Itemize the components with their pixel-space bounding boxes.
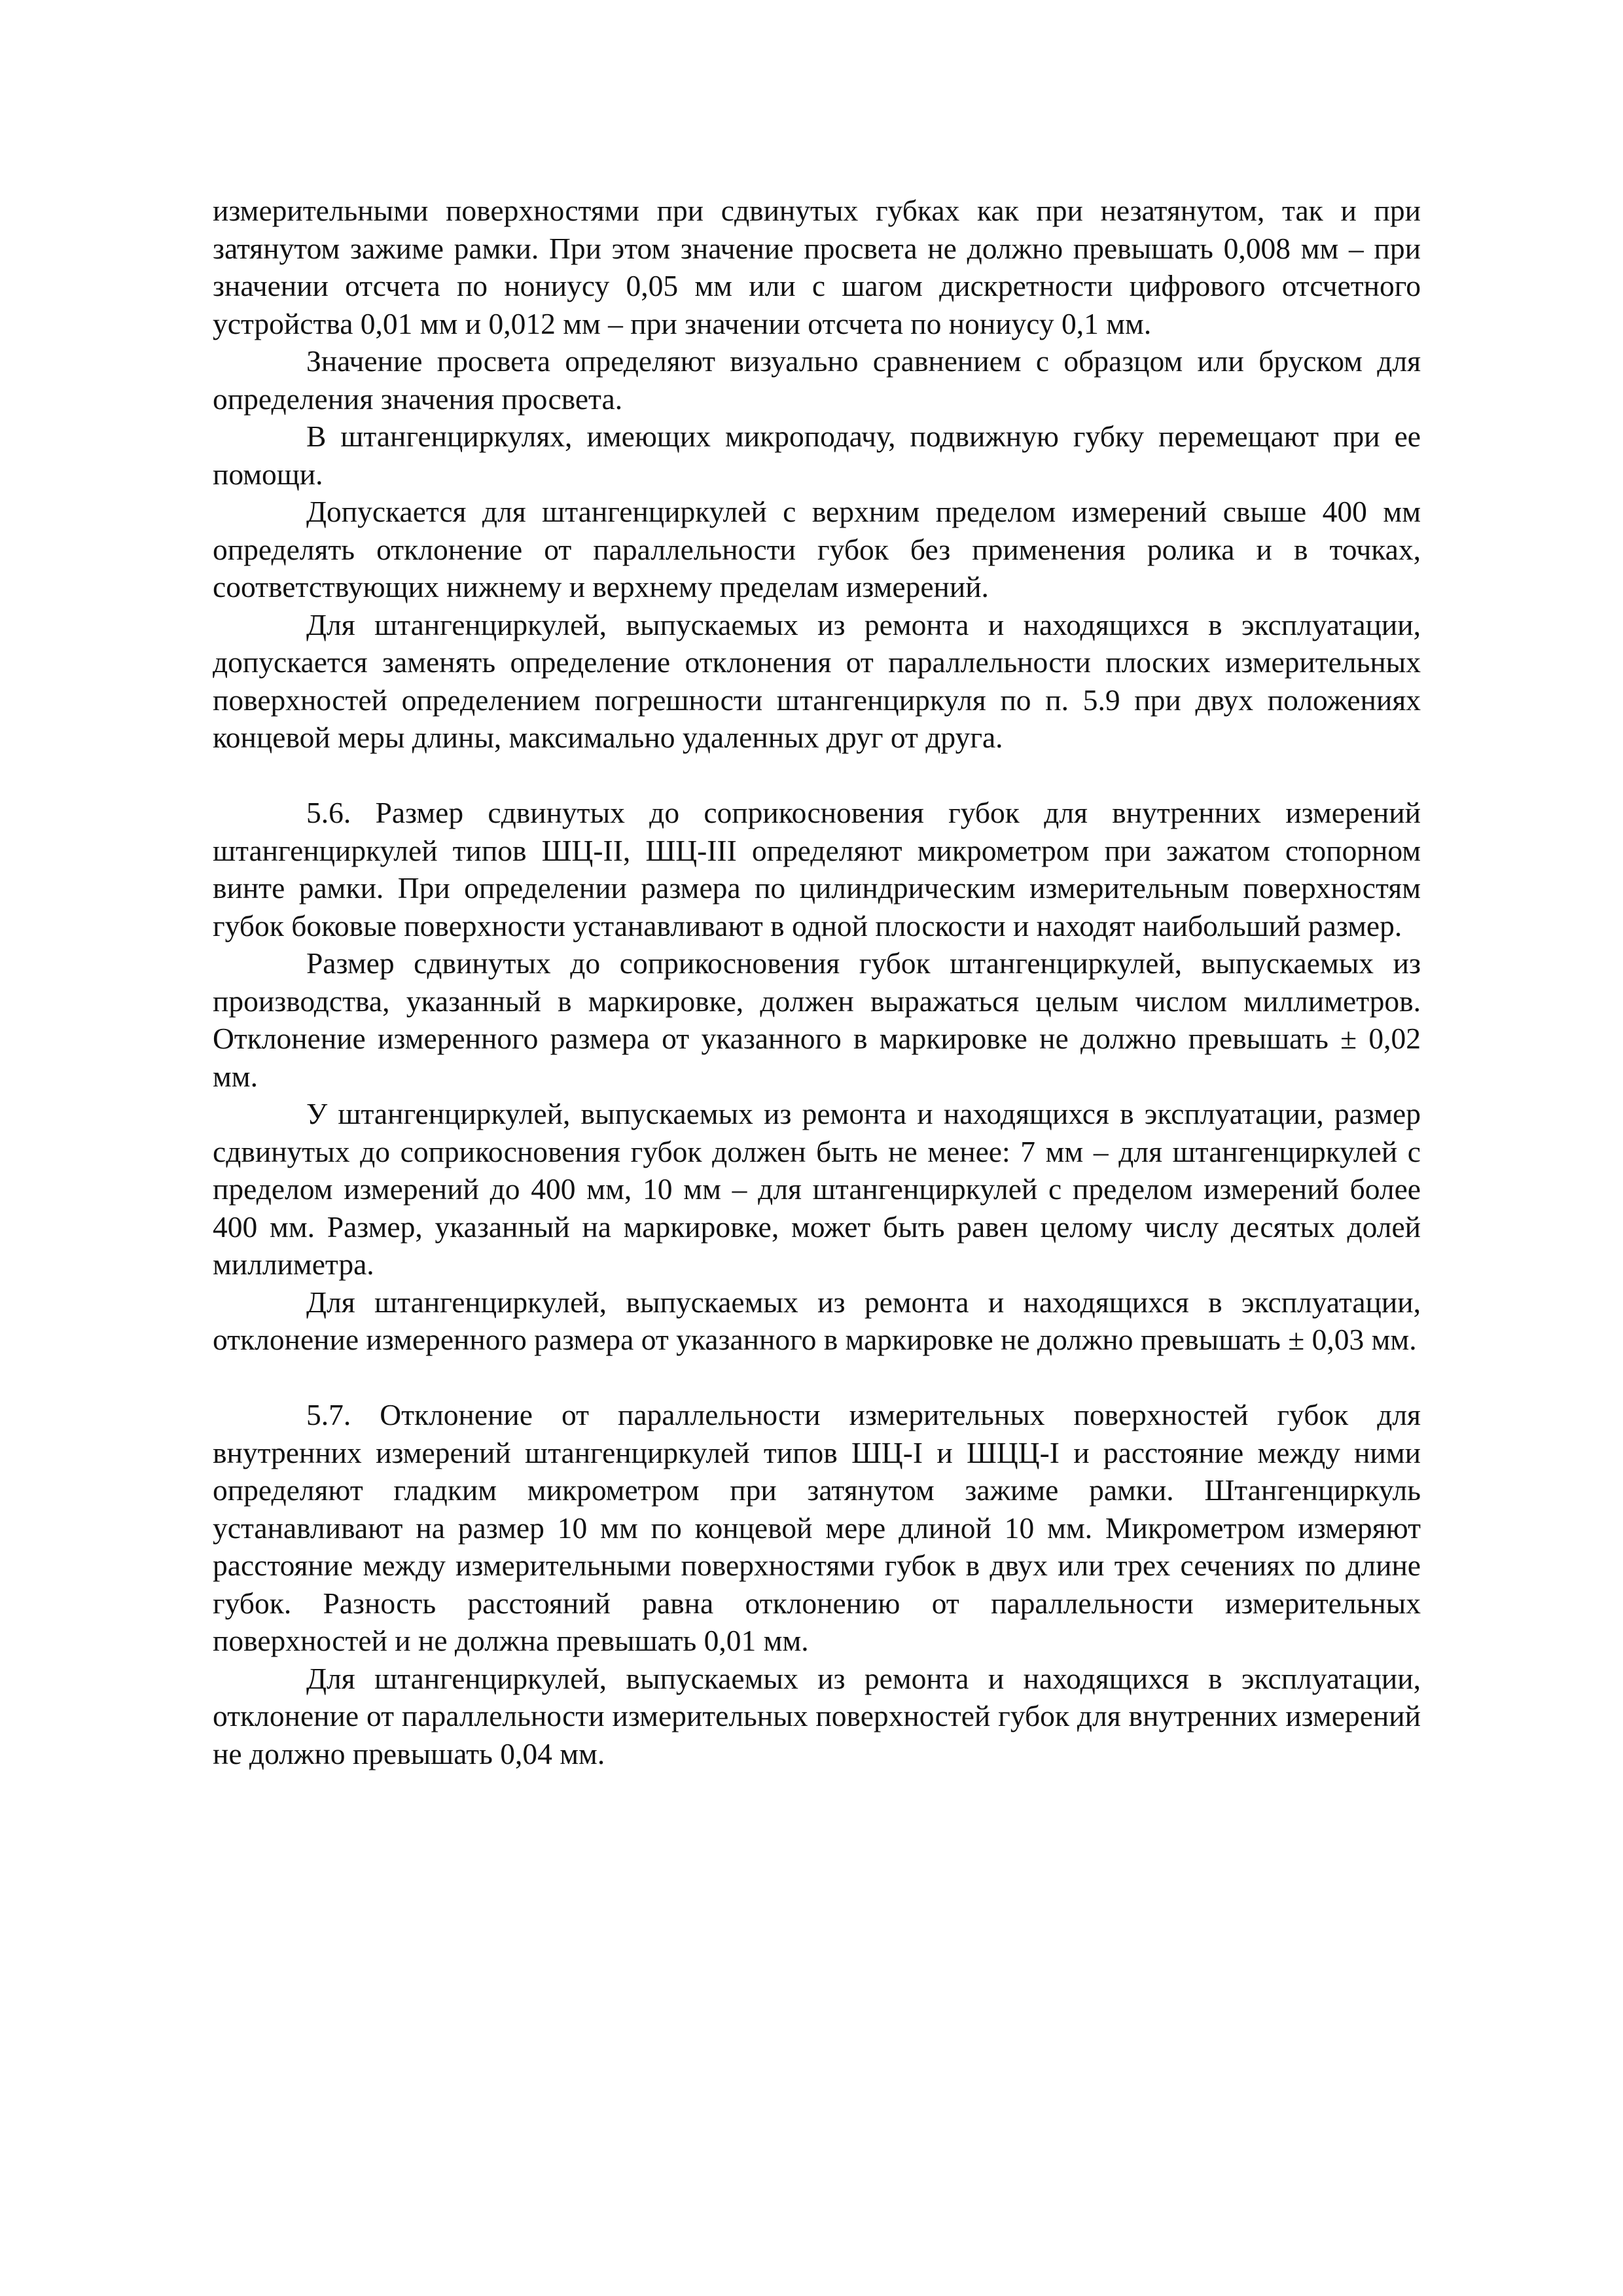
paragraph-microfeed: В штангенциркулях, имеющих микроподачу, подвижную губку перемещают при ее помощи. (213, 420, 1421, 491)
paragraph-repair-parallelism: Для штангенциркулей, выпускаемых из ремонта и находящихся в эксплуатации, допускается заменять определение отклонения от параллельности плоских измерительных поверхностей определением погрешности штангенциркуля по п. 5.9 при двух положениях концевой меры длины, максимально удаленных друг от друга. (213, 607, 1421, 754)
paragraph-production-size: Размер сдвинутых до соприкосновения губок штангенциркулей, выпускаемых из производства, указанный в маркировке, должен выражаться целым числом миллиметров. Отклонение измеренного размера от указанного в маркировке не должно превышать ± 0,02 мм. (213, 946, 1421, 1093)
section-5-6-paragraph: 5.6. Размер сдвинутых до соприкосновения губок для внутренних измерений штангенциркулей типов ШЦ-II, ШЦ-III определяют микрометром при зажатом стопорном винте рамки. При определении размера по цилиндрическим измерительным поверхностям губок боковые поверхности устанавливают в одной плоскости и находят наибольший размер. (213, 796, 1421, 942)
paragraph-continuation: измерительными поверхностями при сдвинутых губках как при незатянутом, так и при затянутом зажиме рамки. При этом значение просвета не должно превышать 0,008 мм – при значении отсчета по нониусу 0,05 мм или с шагом дискретности цифрового отсчетного устройства 0,01 мм и 0,012 мм – при значении отсчета по нониусу 0,1 мм. (213, 194, 1421, 340)
paragraph-gap-determination: Значение просвета определяют визуально сравнением с образцом или бруском для определения значения просвета. (213, 344, 1421, 416)
paragraph-repair-size: У штангенциркулей, выпускаемых из ремонта и находящихся в эксплуатации, размер сдвинутых до соприкосновения губок должен быть не менее: 7 мм – для штангенциркулей с пределом измерений до 400 мм, 10 мм – для штангенциркулей с пределом измерений более 400 мм. Размер, указанный на маркировке, может быть равен целому числу десятых долей миллиметра. (213, 1097, 1421, 1281)
document-body (213, 192, 1421, 1772)
section-5-7-paragraph: 5.7. Отклонение от параллельности измерительных поверхностей губок для внутренних измерений штангенциркулей типов ШЦ-I и ШЦЦ-I и расстояние между ними определяют гладким микрометром при затянутом зажиме рамки. Штангенциркуль устанавливают на размер 10 мм по концевой мере длиной 10 мм. Микрометром измеряют расстояние между измерительными поверхностями губок в двух или трех сечениях по длине губок. Разность расстояний равна отклонению от параллельности измерительных поверхностей и не должна превышать 0,01 мм. (213, 1398, 1421, 1657)
paragraph-repair-deviation: Для штангенциркулей, выпускаемых из ремонта и находящихся в эксплуатации, отклонение измеренного размера от указанного в маркировке не должно превышать ± 0,03 мм. (213, 1285, 1421, 1356)
section-spacer (213, 1359, 1421, 1397)
paragraph-repair-internal-parallelism: Для штангенциркулей, выпускаемых из ремонта и находящихся в эксплуатации, отклонение от параллельности измерительных поверхностей губок для внутренних измерений не должно превышать 0,04 мм. (213, 1661, 1421, 1770)
paragraph-large-calipers: Допускается для штангенциркулей с верхним пределом измерений свыше 400 мм определять отклонение от параллельности губок без применения ролика и в точках, соответствующих нижнему и верхнему пределам измерений. (213, 495, 1421, 603)
section-spacer (213, 757, 1421, 795)
